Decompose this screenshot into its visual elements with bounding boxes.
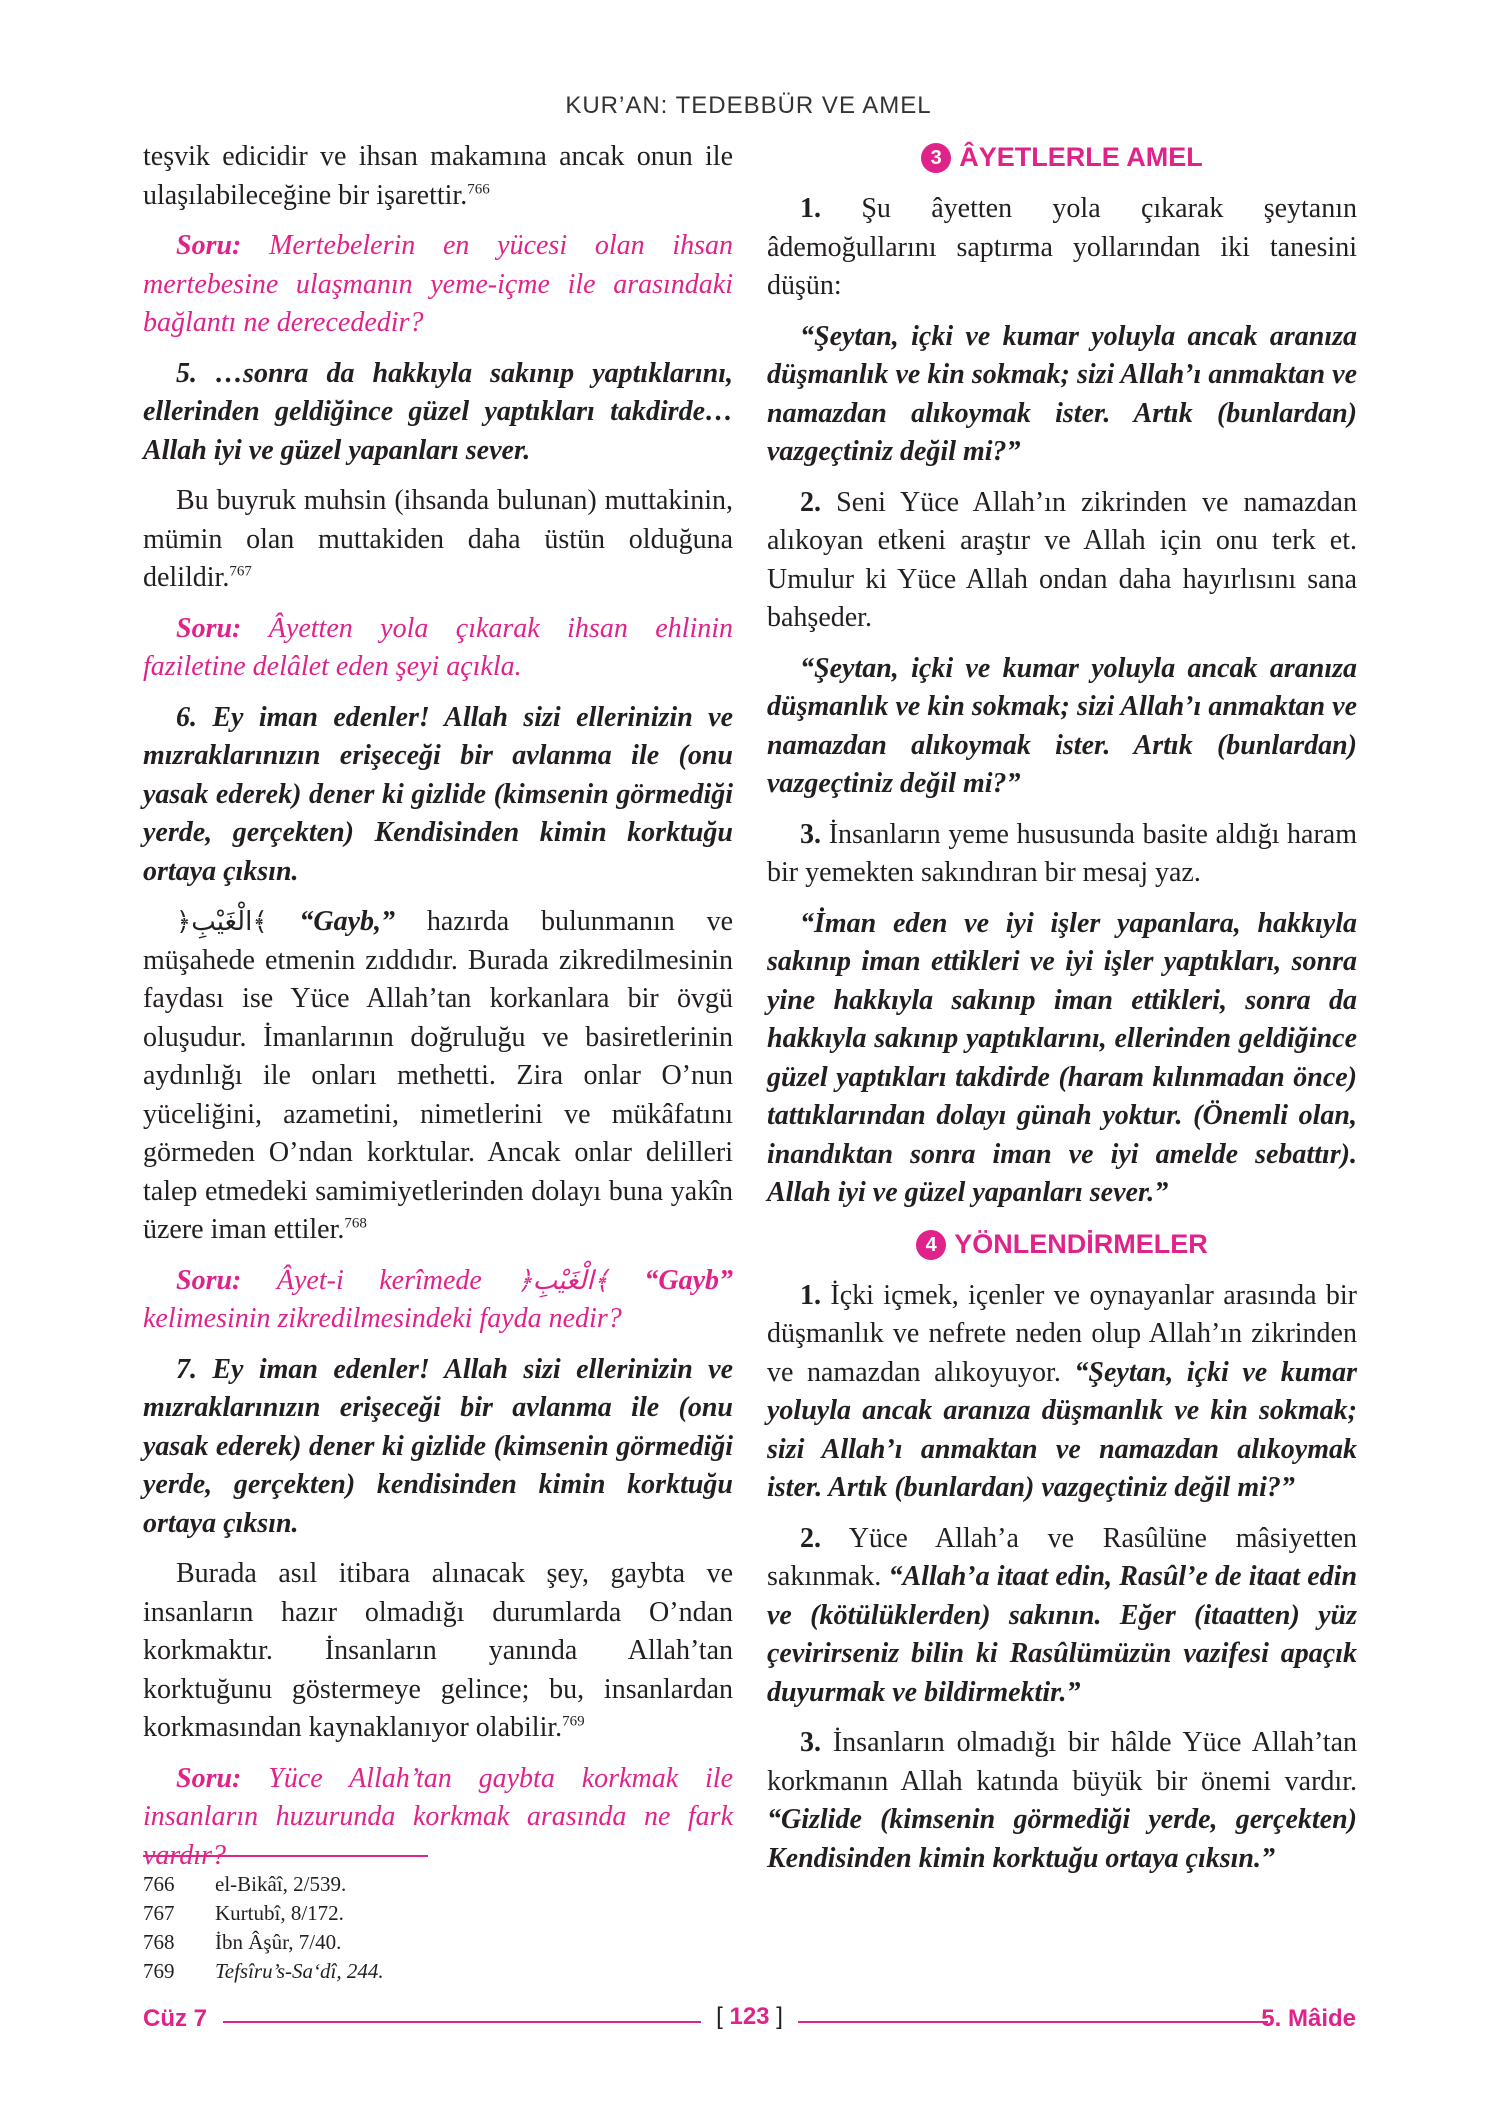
item-number: 2. xyxy=(800,1522,821,1554)
item-text: Seni Yüce Allah’ın zikrinden ve namazdan alıkoyan etkeni araştır ve Allah için onu terk et. Umulur ki Yüce Allah ondan daha hayırlısını sana bahşeder. xyxy=(767,486,1357,633)
verse-5: 5. …sonra da hakkıyla sakınıp yaptıklarını, ellerinden geldiğince güzel yaptıkları takdirde… Allah iyi ve güzel yapanları sever. xyxy=(143,357,733,466)
paragraph-text: teşvik edicidir ve ihsan makamına ancak onun ile ulaşılabileceğine bir işarettir. xyxy=(143,141,733,211)
footer-rule xyxy=(798,2021,1268,2023)
section-number-badge: 3 xyxy=(921,143,951,173)
bracket: ] xyxy=(776,2003,783,2030)
guidance-item xyxy=(767,1277,1357,1508)
paragraph xyxy=(143,138,733,215)
paragraph-text: hazırda bulunmanın ve müşahede etmenin zıddıdır. Burada zikredilmesinin faydası ise Yüce Allah’tan korkanlara bir övgü oluşudur. İmanlarının doğruluğu ve basiretlerinin aydınlığı ile onları methetti. Zira onlar O’nun yüceliğini, azametini, nimetlerini ve mükâfatını görmeden O’ndan korktular. Ancak onlar delilleri talep etmedeki samimiyetlerinden dolayı buna yakîn üzere iman ettiler. xyxy=(143,906,734,1245)
arabic-term: ﴿الْغَيْبِ﴾ xyxy=(176,907,268,937)
section-title: ÂYETLERLE AMEL xyxy=(959,142,1203,172)
arabic-term: ﴿الْغَيْبِ﴾ xyxy=(517,1265,609,1296)
footnote xyxy=(143,1899,384,1928)
question-text: Âyetten yola çıkarak ihsan ehlinin faziletine delâlet eden şeyi açıkla. xyxy=(143,612,733,682)
right-column xyxy=(767,138,1357,1890)
question-label: Soru: xyxy=(176,1762,242,1794)
footnotes xyxy=(143,1870,384,1986)
activity-item xyxy=(767,816,1357,893)
verse-6: 6. Ey iman edenler! Allah sizi ellerinizin ve mızraklarınızın erişeceği bir avlanma ile (onu yasak ederek) dener ki gizlide (kimsenin görmediği yerde, gerçekten) Kendisinden kimin korktuğu ortaya çıksın. xyxy=(143,701,733,887)
question xyxy=(143,610,733,687)
footnote-number: 766 xyxy=(143,1872,175,1896)
question xyxy=(143,1760,733,1876)
term: “Gayb,” xyxy=(299,906,396,937)
term: “Gayb” xyxy=(644,1264,734,1296)
juz-label: Cüz 7 xyxy=(143,2005,208,2032)
footnote xyxy=(143,1957,384,1986)
item-text: Şu âyetten yola çıkarak şeytanın âdemoğullarını saptırma yollarından iki tanesini düşün: xyxy=(767,193,1357,301)
footnote-text: Kurtubî, 8/172. xyxy=(215,1901,344,1925)
question-text: Yüce Allah’tan gaybta korkmak ile insanların huzurunda korkmak arasında ne fark vardır? xyxy=(143,1762,733,1871)
section-heading-4 xyxy=(767,1225,1357,1263)
footnote-ref[interactable]: 766 xyxy=(467,181,490,198)
footnote-number: 768 xyxy=(143,1930,175,1954)
question-text: Âyet-i kerîmede xyxy=(276,1264,482,1296)
paragraph xyxy=(143,903,733,1250)
footnote-ref[interactable]: 767 xyxy=(229,563,252,580)
guidance-item xyxy=(767,1724,1357,1878)
verse-quote: “İman eden ve iyi işler yapanlara, hakkıyla sakınıp iman ettikleri ve iyi işler yaptıkları, sonra yine hakkıyla sakınıp iman ettikleri, sonra da hakkıyla sakınıp yaptıklarını, ellerinden geldiğince güzel yaptıkları takdirde (haram kılınmadan önce) tattıklarından dolayı günah yoktur. (Önemli olan, inandıktan sonra iman ve iyi amelde sebattır). Allah iyi ve güzel yapanları sever.” xyxy=(767,907,1357,1208)
item-number: 2. xyxy=(800,486,821,518)
item-text: İçki içmek, içenler ve oynayanlar arasında bir düşmanlık ve nefrete neden olup Allah’ın zikrinden ve namazdan alıkoyuyor. xyxy=(767,1279,1358,1388)
item-number: 1. xyxy=(800,1279,821,1311)
activity-item xyxy=(767,484,1357,638)
item-text: Yüce Allah’a ve Rasûlüne mâsiyetten sakınmak. xyxy=(767,1522,1357,1592)
footnote-text: Tefsîru’s-Sa‘dî, 244. xyxy=(215,1959,384,1983)
section-heading-3 xyxy=(767,138,1357,176)
footnote-ref[interactable]: 769 xyxy=(562,1713,585,1730)
verse-quote: “Gizlide (kimsenin görmediği yerde, gerçekten) Kendisinden kimin korktuğu ortaya çıksın.” xyxy=(767,1804,1357,1874)
verse-quote: “Şeytan, içki ve kumar yoluyla ancak aranıza düşmanlık ve kin sokmak; sizi Allah’ı anmaktan ve namazdan alıkoymak ister. Artık (bunlardan) vazgeçtiniz değil mi?” xyxy=(767,1356,1358,1503)
paragraph xyxy=(143,1555,733,1748)
question-label: Soru: xyxy=(176,230,242,261)
question-label: Soru: xyxy=(176,612,242,644)
page-number-value: 123 xyxy=(729,2003,770,2030)
verse-quote: “Allah’a itaat edin, Rasûl’e de itaat edin ve (kötülüklerden) sakının. Eğer (itaatten) yüz çevirirseniz bilin ki Rasûlümüzün vazifesi apaçık duyurmak ve bildirmektir.” xyxy=(767,1561,1358,1708)
item-number: 1. xyxy=(800,193,821,224)
page-number xyxy=(143,2003,1356,2031)
footnote-number: 769 xyxy=(143,1959,175,1983)
footnote-text: el-Bikâî, 2/539. xyxy=(215,1872,347,1896)
item-number: 3. xyxy=(800,1727,821,1758)
footnote xyxy=(143,1928,384,1957)
question-text: Mertebelerin en yücesi olan ihsan mertebesine ulaşmanın yeme-içme ile arasındaki bağlantı ne derecededir? xyxy=(143,230,734,338)
question xyxy=(143,227,733,343)
item-text: İnsanların yeme hususunda basite aldığı haram bir yemekten sakındıran bir mesaj yaz. xyxy=(767,818,1358,888)
footnote xyxy=(143,1870,384,1899)
paragraph-text: Burada asıl itibara alınacak şey, gaybta ve insanların hazır olmadığı durumlarda O’ndan korkmaktır. İnsanların yanında Allah’tan korktuğunu göstermeye gelince; bu, insanlardan korkmasından kaynaklanıyor olabilir. xyxy=(143,1558,733,1743)
bracket: [ xyxy=(716,2003,723,2030)
verse-7: 7. Ey iman edenler! Allah sizi ellerinizin ve mızraklarınızın erişeceği bir avlanma ile (onu yasak ederek) dener ki gizlide (kimsenin görmediği yerde, gerçekten) kendisinden kimin korktuğu ortaya çıksın. xyxy=(143,1353,733,1539)
activity-item xyxy=(767,190,1357,306)
page-footer xyxy=(143,2005,1356,2035)
section-number-badge: 4 xyxy=(916,1230,946,1260)
footnote-ref[interactable]: 768 xyxy=(344,1215,367,1232)
verse-quote: “Şeytan, içki ve kumar yoluyla ancak aranıza düşmanlık ve kin sokmak; sizi Allah’ı anmaktan ve namazdan alıkoymak ister. Artık (bunlardan) vazgeçtiniz değil mi?” xyxy=(767,652,1357,799)
question xyxy=(143,1262,733,1339)
footnote-divider xyxy=(143,1855,428,1857)
question-text: kelimesinin zikredilmesindeki fayda nedir? xyxy=(143,1303,622,1334)
question-label: Soru: xyxy=(176,1264,242,1296)
running-header: KUR’AN: TEDEBBÜR VE AMEL xyxy=(565,92,932,119)
guidance-item xyxy=(767,1520,1357,1713)
left-column xyxy=(143,138,733,1887)
surah-label: 5. Mâide xyxy=(1261,2005,1356,2032)
verse-quote: “Şeytan, içki ve kumar yoluyla ancak aranıza düşmanlık ve kin sokmak; sizi Allah’ı anmaktan ve namazdan alıkoymak ister. Artık (bunlardan) vazgeçtiniz değil mi?” xyxy=(767,320,1357,467)
footnote-text: İbn Âşûr, 7/40. xyxy=(215,1930,342,1954)
footnote-number: 767 xyxy=(143,1901,175,1925)
section-title: YÖNLENDİRMELER xyxy=(954,1228,1208,1259)
paragraph xyxy=(143,482,733,598)
item-text: İnsanların olmadığı bir hâlde Yüce Allah’tan korkmanın Allah katında büyük bir önemi vardır. xyxy=(767,1727,1358,1797)
paragraph-text: Bu buyruk muhsin (ihsanda bulunan) muttakinin, mümin olan muttakiden daha üstün olduğuna delildir. xyxy=(143,485,733,593)
item-number: 3. xyxy=(800,818,821,850)
